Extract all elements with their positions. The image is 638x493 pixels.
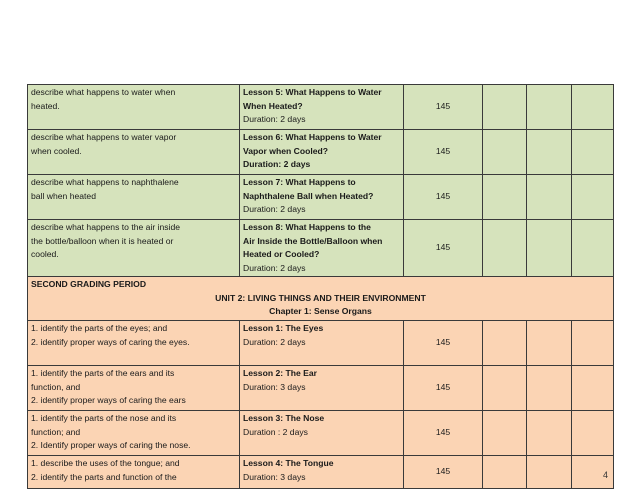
competency-line: describe what happens to the air inside — [31, 222, 181, 232]
lesson-title-line: Air Inside the Bottle/Balloon when — [243, 235, 383, 246]
lesson-title-line: Lesson 5: What Happens to Water — [243, 87, 382, 97]
competency-line: 1. describe the uses of the tongue; and — [31, 458, 180, 468]
empty-cell — [483, 321, 527, 366]
empty-cell — [572, 130, 614, 175]
empty-cell — [483, 220, 527, 277]
lesson-duration: Duration: 2 days — [243, 336, 306, 347]
table-row — [28, 220, 614, 277]
empty-cell — [527, 411, 572, 456]
competency-line: 2. Identify proper ways of caring the nose. — [31, 440, 191, 450]
table-row — [28, 130, 614, 175]
number-cell: 145 — [404, 85, 483, 130]
page-number: 4 — [603, 470, 609, 480]
competency-cell — [28, 85, 240, 130]
competency-cell — [28, 130, 240, 175]
section-header — [28, 277, 614, 321]
table-row — [28, 321, 614, 366]
number-cell: 145 — [404, 366, 483, 411]
lesson-title-line: Heated or Cooled? — [243, 249, 320, 259]
competency-line: the bottle/balloon when it is heated or — [31, 235, 174, 246]
green-section — [28, 85, 614, 277]
peach-section — [28, 321, 614, 489]
competency-line: describe what happens to naphthalene — [31, 177, 179, 187]
lesson-title-line: Lesson 3: The Nose — [243, 413, 325, 423]
number-cell: 145 — [404, 220, 483, 277]
empty-cell — [483, 130, 527, 175]
lesson-cell — [240, 321, 404, 366]
table-row — [28, 366, 614, 411]
grading-period-label: SECOND GRADING PERIOD — [31, 279, 147, 289]
lesson-duration: Duration: 2 days — [243, 262, 306, 273]
competency-cell — [28, 456, 240, 489]
lesson-title-line: Lesson 6: What Happens to Water — [243, 132, 382, 142]
table-row — [28, 456, 614, 489]
competency-line: describe what happens to water when — [31, 87, 176, 97]
competency-cell — [28, 175, 240, 220]
lesson-title-line: Lesson 1: The Eyes — [243, 323, 324, 333]
lesson-cell — [240, 130, 404, 175]
empty-cell — [483, 411, 527, 456]
number-cell: 145 — [404, 456, 483, 489]
empty-cell — [527, 175, 572, 220]
competency-cell — [28, 411, 240, 456]
table-row — [28, 175, 614, 220]
lesson-duration: Duration: 3 days — [243, 471, 306, 482]
empty-cell — [527, 85, 572, 130]
empty-cell — [527, 456, 572, 489]
lesson-title-line: Lesson 4: The Tongue — [243, 458, 334, 468]
lesson-cell — [240, 456, 404, 489]
competency-cell — [28, 366, 240, 411]
lesson-duration: Duration: 2 days — [243, 114, 306, 124]
lesson-title-line: Lesson 2: The Ear — [243, 368, 318, 378]
competency-line: heated. — [31, 100, 60, 111]
unit-title: UNIT 2: LIVING THINGS AND THEIR ENVIRONMENT — [215, 292, 426, 303]
lesson-title-line: When Heated? — [243, 100, 303, 111]
chapter-title: Chapter 1: Sense Organs — [269, 306, 372, 316]
empty-cell — [483, 456, 527, 489]
lesson-title-line: Lesson 8: What Happens to the — [243, 222, 371, 232]
empty-cell — [572, 366, 614, 411]
lesson-cell — [240, 175, 404, 220]
competency-line: 2. identify the parts and function of the — [31, 471, 177, 482]
lesson-cell — [240, 366, 404, 411]
curriculum-table — [27, 84, 614, 489]
table-row — [28, 411, 614, 456]
empty-cell — [527, 366, 572, 411]
competency-line: function; and — [31, 426, 81, 437]
competency-line: ball when heated — [31, 190, 96, 201]
competency-line: 2. identify proper ways of caring the eyes. — [31, 336, 190, 347]
competency-cell — [28, 220, 240, 277]
lesson-title-line: Duration: 2 days — [243, 159, 311, 169]
empty-cell — [483, 366, 527, 411]
number-cell: 145 — [404, 321, 483, 366]
number-cell: 145 — [404, 411, 483, 456]
lesson-cell — [240, 85, 404, 130]
competency-line: 1. identify the parts of the nose and its — [31, 413, 177, 423]
competency-line: function, and — [31, 381, 81, 392]
competency-line: when cooled. — [31, 145, 82, 156]
competency-line: 2. identify proper ways of caring the ears — [31, 395, 186, 405]
lesson-duration: Duration : 2 days — [243, 426, 308, 437]
empty-cell — [527, 130, 572, 175]
competency-line: cooled. — [31, 249, 59, 259]
competency-line: describe what happens to water vapor — [31, 132, 177, 142]
competency-line: 1. identify the parts of the eyes; and — [31, 323, 168, 333]
lesson-cell — [240, 411, 404, 456]
empty-cell — [572, 220, 614, 277]
lesson-cell — [240, 220, 404, 277]
lesson-title-line: Lesson 7: What Happens to — [243, 177, 356, 187]
empty-cell — [527, 220, 572, 277]
empty-cell — [483, 85, 527, 130]
table-row — [28, 85, 614, 130]
number-cell: 145 — [404, 130, 483, 175]
empty-cell — [572, 175, 614, 220]
competency-line: 1. identify the parts of the ears and its — [31, 368, 175, 378]
lesson-duration: Duration: 3 days — [243, 381, 306, 392]
number-cell: 145 — [404, 175, 483, 220]
lesson-title-line: Vapor when Cooled? — [243, 145, 328, 156]
competency-cell — [28, 321, 240, 366]
lesson-duration: Duration: 2 days — [243, 204, 306, 214]
empty-cell — [527, 321, 572, 366]
lesson-title-line: Naphthalene Ball when Heated? — [243, 190, 374, 201]
empty-cell — [483, 175, 527, 220]
empty-cell — [572, 411, 614, 456]
empty-cell — [572, 85, 614, 130]
empty-cell — [572, 321, 614, 366]
